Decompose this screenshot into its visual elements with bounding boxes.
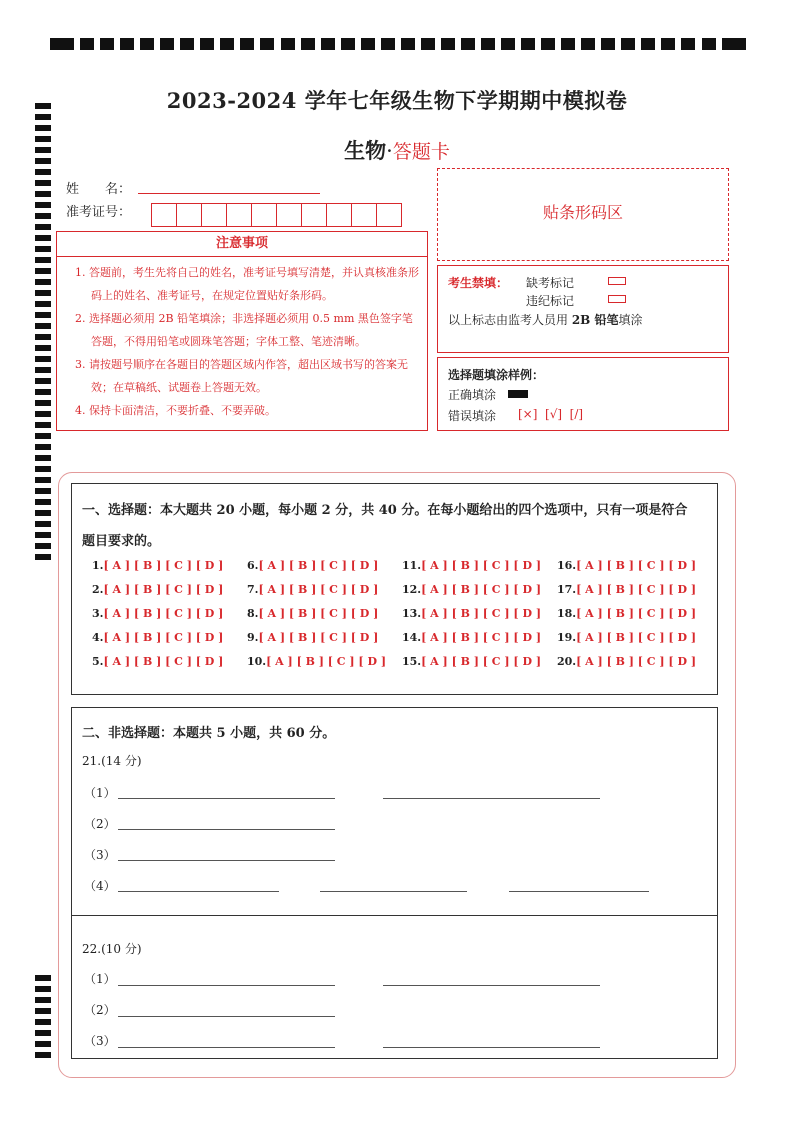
notice-item: 1. 答题前，考生先将自己的姓名，准考证号填写清楚，并认真核准条形码上的姓名、准考证号，在规定位置贴好条形码。 xyxy=(75,266,419,302)
id-digit-box[interactable] xyxy=(201,203,227,227)
choice-question-14[interactable] xyxy=(402,631,541,644)
choice-options[interactable]: [ A ] [ B ] [ C ] [ D ] xyxy=(103,631,224,644)
question-number: 16. xyxy=(557,559,577,572)
question-number: 17. xyxy=(557,583,577,596)
name-label: 姓 名： xyxy=(66,182,132,197)
id-digit-box[interactable] xyxy=(351,203,377,227)
id-digit-box[interactable] xyxy=(151,203,177,227)
choice-options[interactable]: [ A ] [ B ] [ C ] [ D ] xyxy=(258,631,379,644)
barcode-area: 贴条形码区 xyxy=(437,168,729,261)
answer-card-label: 答题卡 xyxy=(392,141,450,163)
question-number: 19. xyxy=(557,631,577,644)
choice-options[interactable]: [ A ] [ B ] [ C ] [ D ] xyxy=(421,631,542,644)
name-field[interactable] xyxy=(138,193,320,194)
left-timing-marks-bottom xyxy=(35,975,51,1063)
choice-options[interactable]: [ A ] [ B ] [ C ] [ D ] xyxy=(258,559,379,572)
choice-options[interactable]: [ A ] [ B ] [ C ] [ D ] xyxy=(103,607,224,620)
q21-part4-label: （4） xyxy=(84,879,116,893)
subtitle-dot: · xyxy=(386,139,393,163)
forbid-label: 考生禁填： xyxy=(448,276,509,290)
question-number: 14. xyxy=(402,631,422,644)
question-number: 7. xyxy=(247,583,259,596)
top-marker-strip xyxy=(50,38,746,50)
left-timing-marks-top xyxy=(35,103,51,565)
wrong-fill-label: 错误填涂 xyxy=(448,409,497,423)
sample-title: 选择题填涂样例： xyxy=(448,368,545,382)
choice-options[interactable]: [ A ] [ B ] [ C ] [ D ] xyxy=(576,655,697,668)
choice-options[interactable]: [ A ] [ B ] [ C ] [ D ] xyxy=(103,655,224,668)
question-21-title: 21.(14 分) xyxy=(82,754,142,768)
question-divider xyxy=(72,915,717,916)
q21-part2-label: （2） xyxy=(84,817,116,831)
fill-sample-box xyxy=(437,357,729,431)
choice-question-4[interactable] xyxy=(92,631,223,644)
choice-question-16[interactable] xyxy=(557,559,696,572)
subject-label: 生物 xyxy=(344,138,387,163)
page-title: 2023-2024 学年七年级生物下学期期中模拟卷 xyxy=(166,88,628,113)
q21-part4-line-b[interactable] xyxy=(320,891,467,892)
section1-heading-line1: 一、选择题：本大题共 20 小题，每小题 2 分，共 40 分。在每小题给出的四个选项中，只有一项是符合 xyxy=(82,503,688,518)
question-number: 11. xyxy=(402,559,422,572)
exam-id-boxes[interactable] xyxy=(152,203,402,227)
q21-part1-line-a[interactable] xyxy=(118,798,335,799)
page-subtitle xyxy=(0,135,794,165)
id-digit-box[interactable] xyxy=(176,203,202,227)
choice-question-3[interactable] xyxy=(92,607,223,620)
choice-question-1[interactable] xyxy=(92,559,223,572)
examinee-forbidden-box xyxy=(437,265,729,353)
question-22-title: 22.(10 分) xyxy=(82,942,142,956)
q22-part1-line-b[interactable] xyxy=(383,985,600,986)
question-number: 18. xyxy=(557,607,577,620)
section1-heading-line2: 题目要求的。 xyxy=(82,534,161,549)
id-digit-box[interactable] xyxy=(251,203,277,227)
notice-item: 3. 请按题号顺序在各题目的答题区域内作答，超出区域书写的答案无效；在草稿纸、试题卷上答题无效。 xyxy=(75,358,408,394)
section-nonchoice xyxy=(71,707,718,1059)
id-digit-box[interactable] xyxy=(301,203,327,227)
violation-mark-box[interactable] xyxy=(608,295,626,303)
notice-box xyxy=(56,231,428,431)
choice-question-17[interactable] xyxy=(557,583,696,596)
q21-part3-line[interactable] xyxy=(118,860,335,861)
q22-part1-line-a[interactable] xyxy=(118,985,335,986)
notice-item: 2. 选择题必须用 2B 铅笔填涂；非选择题必须用 0.5 mm 黑色签字笔答题，不得用铅笔或圆珠笔答题；字体工整、笔迹清晰。 xyxy=(75,312,413,348)
correct-fill-mark xyxy=(508,390,528,398)
question-number: 4. xyxy=(92,631,104,644)
question-number: 15. xyxy=(402,655,422,668)
choice-question-19[interactable] xyxy=(557,631,696,644)
choice-options[interactable]: [ A ] [ B ] [ C ] [ D ] xyxy=(103,583,224,596)
q22-part1-label: （1） xyxy=(84,972,116,986)
choice-options[interactable]: [ A ] [ B ] [ C ] [ D ] xyxy=(258,583,379,596)
violation-mark-label: 违纪标记 xyxy=(526,294,575,308)
q21-part1-line-b[interactable] xyxy=(383,798,600,799)
q22-part3-label: （3） xyxy=(84,1034,116,1048)
wrong-fill-marks: [×] [√] [/] xyxy=(518,407,584,421)
choice-options[interactable]: [ A ] [ B ] [ C ] [ D ] xyxy=(421,655,542,668)
absent-mark-label: 缺考标记 xyxy=(526,276,575,290)
choice-question-18[interactable] xyxy=(557,607,696,620)
choice-question-15[interactable] xyxy=(402,655,541,668)
choice-options[interactable]: [ A ] [ B ] [ C ] [ D ] xyxy=(258,607,379,620)
choice-question-12[interactable] xyxy=(402,583,541,596)
q21-part1-label: （1） xyxy=(84,786,116,800)
choice-options[interactable]: [ A ] [ B ] [ C ] [ D ] xyxy=(576,559,697,572)
choice-question-13[interactable] xyxy=(402,607,541,620)
choice-options[interactable]: [ A ] [ B ] [ C ] [ D ] xyxy=(266,655,387,668)
question-number: 1. xyxy=(92,559,104,572)
absent-mark-box[interactable] xyxy=(608,277,626,285)
question-number: 3. xyxy=(92,607,104,620)
forbid-note xyxy=(448,311,643,328)
id-digit-box[interactable] xyxy=(226,203,252,227)
question-number: 13. xyxy=(402,607,422,620)
choice-question-10[interactable] xyxy=(247,655,386,668)
id-digit-box[interactable] xyxy=(326,203,352,227)
choice-question-2[interactable] xyxy=(92,583,223,596)
id-digit-box[interactable] xyxy=(276,203,302,227)
choice-options[interactable]: [ A ] [ B ] [ C ] [ D ] xyxy=(576,631,697,644)
question-number: 5. xyxy=(92,655,104,668)
choice-question-9[interactable] xyxy=(247,631,378,644)
forbid-note-suffix: 填涂 xyxy=(618,313,643,327)
id-digit-box[interactable] xyxy=(376,203,402,227)
q22-part2-label: （2） xyxy=(84,1003,116,1017)
exam-id-label: 准考证号： xyxy=(66,205,132,220)
question-number: 2. xyxy=(92,583,104,596)
choice-question-20[interactable] xyxy=(557,655,696,668)
question-number: 6. xyxy=(247,559,259,572)
choice-question-8[interactable] xyxy=(247,607,378,620)
q21-part2-line[interactable] xyxy=(118,829,335,830)
q21-part3-label: （3） xyxy=(84,848,116,862)
forbid-note-prefix: 以上标志由监考人员用 xyxy=(448,313,572,327)
question-number: 10. xyxy=(247,655,267,668)
q21-part4-line-c[interactable] xyxy=(509,891,649,892)
choice-options[interactable]: [ A ] [ B ] [ C ] [ D ] xyxy=(421,607,542,620)
choice-question-11[interactable] xyxy=(402,559,541,572)
q22-part3-line-a[interactable] xyxy=(118,1047,335,1048)
notice-heading: 注意事项 xyxy=(57,232,427,257)
question-number: 8. xyxy=(247,607,259,620)
question-number: 9. xyxy=(247,631,259,644)
notice-item: 4. 保持卡面清洁，不要折叠、不要弄破。 xyxy=(75,404,276,417)
choice-options[interactable]: [ A ] [ B ] [ C ] [ D ] xyxy=(421,559,542,572)
section2-heading: 二、非选择题：本题共 5 小题，共 60 分。 xyxy=(82,726,336,741)
choice-options[interactable]: [ A ] [ B ] [ C ] [ D ] xyxy=(421,583,542,596)
correct-fill-label: 正确填涂 xyxy=(448,388,497,402)
question-number: 12. xyxy=(402,583,422,596)
question-number: 20. xyxy=(557,655,577,668)
choice-options[interactable]: [ A ] [ B ] [ C ] [ D ] xyxy=(576,607,697,620)
section-choice xyxy=(71,483,718,695)
choice-question-7[interactable] xyxy=(247,583,378,596)
choice-question-6[interactable] xyxy=(247,559,378,572)
choice-options[interactable]: [ A ] [ B ] [ C ] [ D ] xyxy=(103,559,224,572)
forbid-note-bold: 2B 铅笔 xyxy=(571,313,619,327)
q21-part4-line-a[interactable] xyxy=(118,891,279,892)
choice-options[interactable]: [ A ] [ B ] [ C ] [ D ] xyxy=(576,583,697,596)
q22-part3-line-b[interactable] xyxy=(383,1047,600,1048)
choice-question-5[interactable] xyxy=(92,655,223,668)
q22-part2-line[interactable] xyxy=(118,1016,335,1017)
